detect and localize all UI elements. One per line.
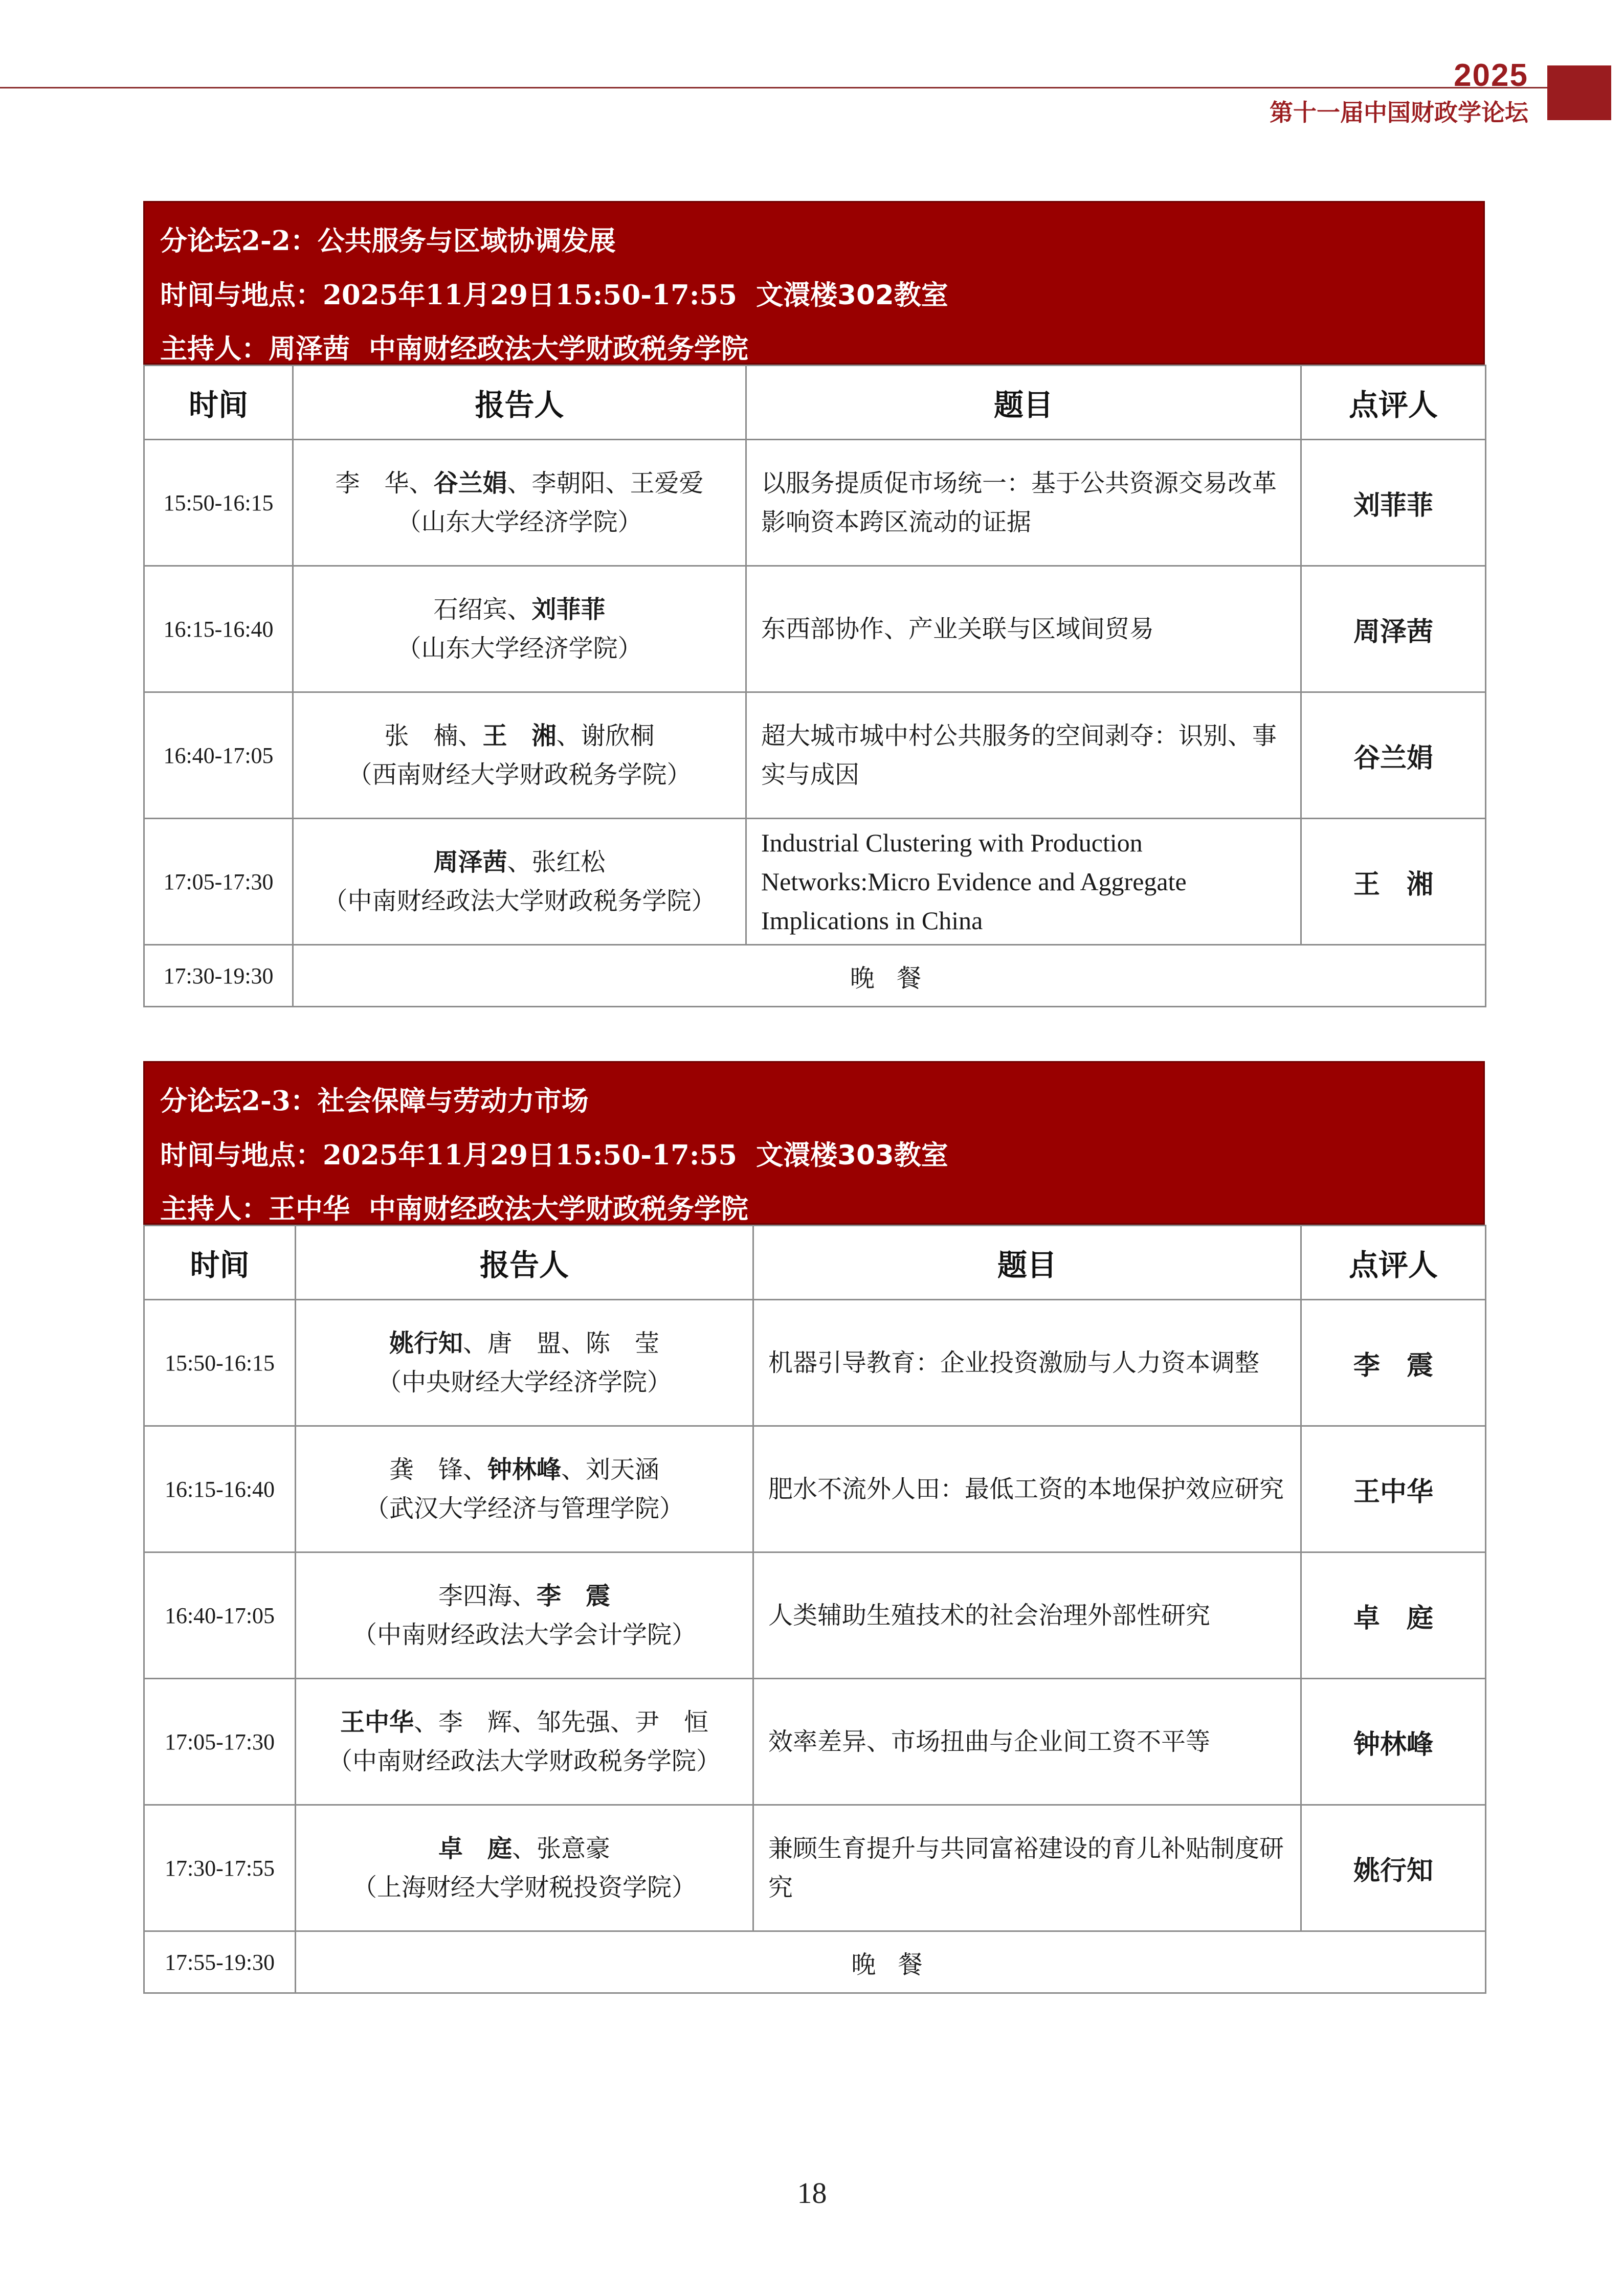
meal-time: 17:30-19:30 [144,945,293,1007]
col-title: 题目 [746,366,1301,440]
session-banner [143,1061,1485,1225]
session-time-venue: 时间与地点：2025年11月29日15:50-17:55 文澴楼302教室 [160,279,948,311]
row-speakers: 龚 锋、钟林峰、刘天涵 （武汉大学经济与管理学院） [296,1426,753,1552]
col-speaker: 报告人 [293,366,746,440]
row-title: 人类辅助生殖技术的社会治理外部性研究 [753,1552,1301,1679]
row-time: 17:05-17:30 [144,819,293,945]
row-title: 以服务提质促市场统一：基于公共资源交易改革影响资本跨区流动的证据 [746,440,1301,566]
row-reviewer: 周泽茜 [1301,566,1486,692]
table-row [144,1426,1486,1552]
col-title: 题目 [753,1226,1301,1300]
row-title: 东西部协作、产业关联与区域间贸易 [746,566,1301,692]
table-row [144,1552,1486,1679]
col-reviewer: 点评人 [1301,1226,1486,1300]
header-accent-block [1547,65,1611,120]
header-year: 2025 [1454,58,1528,93]
table-row [144,440,1486,566]
table-row [144,1805,1486,1931]
row-time: 17:05-17:30 [144,1679,296,1805]
row-reviewer: 钟林峰 [1301,1679,1486,1805]
row-speakers: 王中华、李 辉、邹先强、尹 恒 （中南财经政法大学财政税务学院） [296,1679,753,1805]
row-reviewer: 王中华 [1301,1426,1486,1552]
row-reviewer: 谷兰娟 [1301,692,1486,819]
row-speakers: 李四海、李 震 （中南财经政法大学会计学院） [296,1552,753,1679]
table-row [144,819,1486,945]
row-time: 15:50-16:15 [144,440,293,566]
row-speakers: 李 华、谷兰娟、李朝阳、王爱爱 （山东大学经济学院） [293,440,746,566]
row-reviewer: 王 湘 [1301,819,1486,945]
meal-label: 晚 餐 [293,945,1486,1007]
row-speakers: 石绍宾、刘菲菲 （山东大学经济学院） [293,566,746,692]
table-row [144,1679,1486,1805]
table-header [144,366,1486,440]
row-reviewer: 卓 庭 [1301,1552,1486,1679]
row-speakers: 卓 庭、张意豪 （上海财经大学财税投资学院） [296,1805,753,1931]
row-speakers: 姚行知、唐 盟、陈 莹 （中央财经大学经济学院） [296,1300,753,1426]
session-2-3 [143,1061,1485,1994]
session-banner [143,201,1485,365]
col-speaker: 报告人 [296,1226,753,1300]
table-row [144,692,1486,819]
row-title: 超大城市城中村公共服务的空间剥夺：识别、事实与成因 [746,692,1301,819]
meal-label: 晚 餐 [296,1931,1486,1993]
schedule-table [143,1225,1486,1994]
col-time: 时间 [144,366,293,440]
meal-row [144,945,1486,1007]
table-row [144,1300,1486,1426]
meal-row [144,1931,1486,1993]
header-rule [0,87,1558,88]
row-time: 15:50-16:15 [144,1300,296,1426]
row-speakers: 张 楠、王 湘、谢欣桐 （西南财经大学财政税务学院） [293,692,746,819]
row-time: 16:15-16:40 [144,566,293,692]
row-title: 效率差异、市场扭曲与企业间工资不平等 [753,1679,1301,1805]
row-title: 肥水不流外人田：最低工资的本地保护效应研究 [753,1426,1301,1552]
session-host: 主持人：王中华 中南财经政法大学财政税务学院 [160,1194,748,1225]
session-2-2 [143,201,1485,1007]
session-host: 主持人：周泽茜 中南财经政法大学财政税务学院 [160,333,748,365]
row-title: 兼顾生育提升与共同富裕建设的育儿补贴制度研究 [753,1805,1301,1931]
row-time: 16:40-17:05 [144,692,293,819]
session-time-venue: 时间与地点：2025年11月29日15:50-17:55 文澴楼303教室 [160,1139,948,1171]
row-reviewer: 李 震 [1301,1300,1486,1426]
col-time: 时间 [144,1226,296,1300]
session-title: 分论坛2-2：公共服务与区域协调发展 [160,225,616,257]
table-header [144,1226,1486,1300]
row-title: Industrial Clustering with Production Networks:Micro Evidence and Aggregate Implications in China [746,819,1301,945]
row-time: 17:30-17:55 [144,1805,296,1931]
row-title: 机器引导教育：企业投资激励与人力资本调整 [753,1300,1301,1426]
page-number: 18 [797,2176,827,2210]
session-title: 分论坛2-3：社会保障与劳动力市场 [160,1085,589,1117]
row-time: 16:40-17:05 [144,1552,296,1679]
header-subtitle: 第十一届中国财政学论坛 [1270,99,1528,126]
row-reviewer: 姚行知 [1301,1805,1486,1931]
schedule-table [143,365,1486,1007]
col-reviewer: 点评人 [1301,366,1486,440]
meal-time: 17:55-19:30 [144,1931,296,1993]
table-row [144,566,1486,692]
row-speakers: 周泽茜、张红松 （中南财经政法大学财政税务学院） [293,819,746,945]
row-reviewer: 刘菲菲 [1301,440,1486,566]
row-time: 16:15-16:40 [144,1426,296,1552]
